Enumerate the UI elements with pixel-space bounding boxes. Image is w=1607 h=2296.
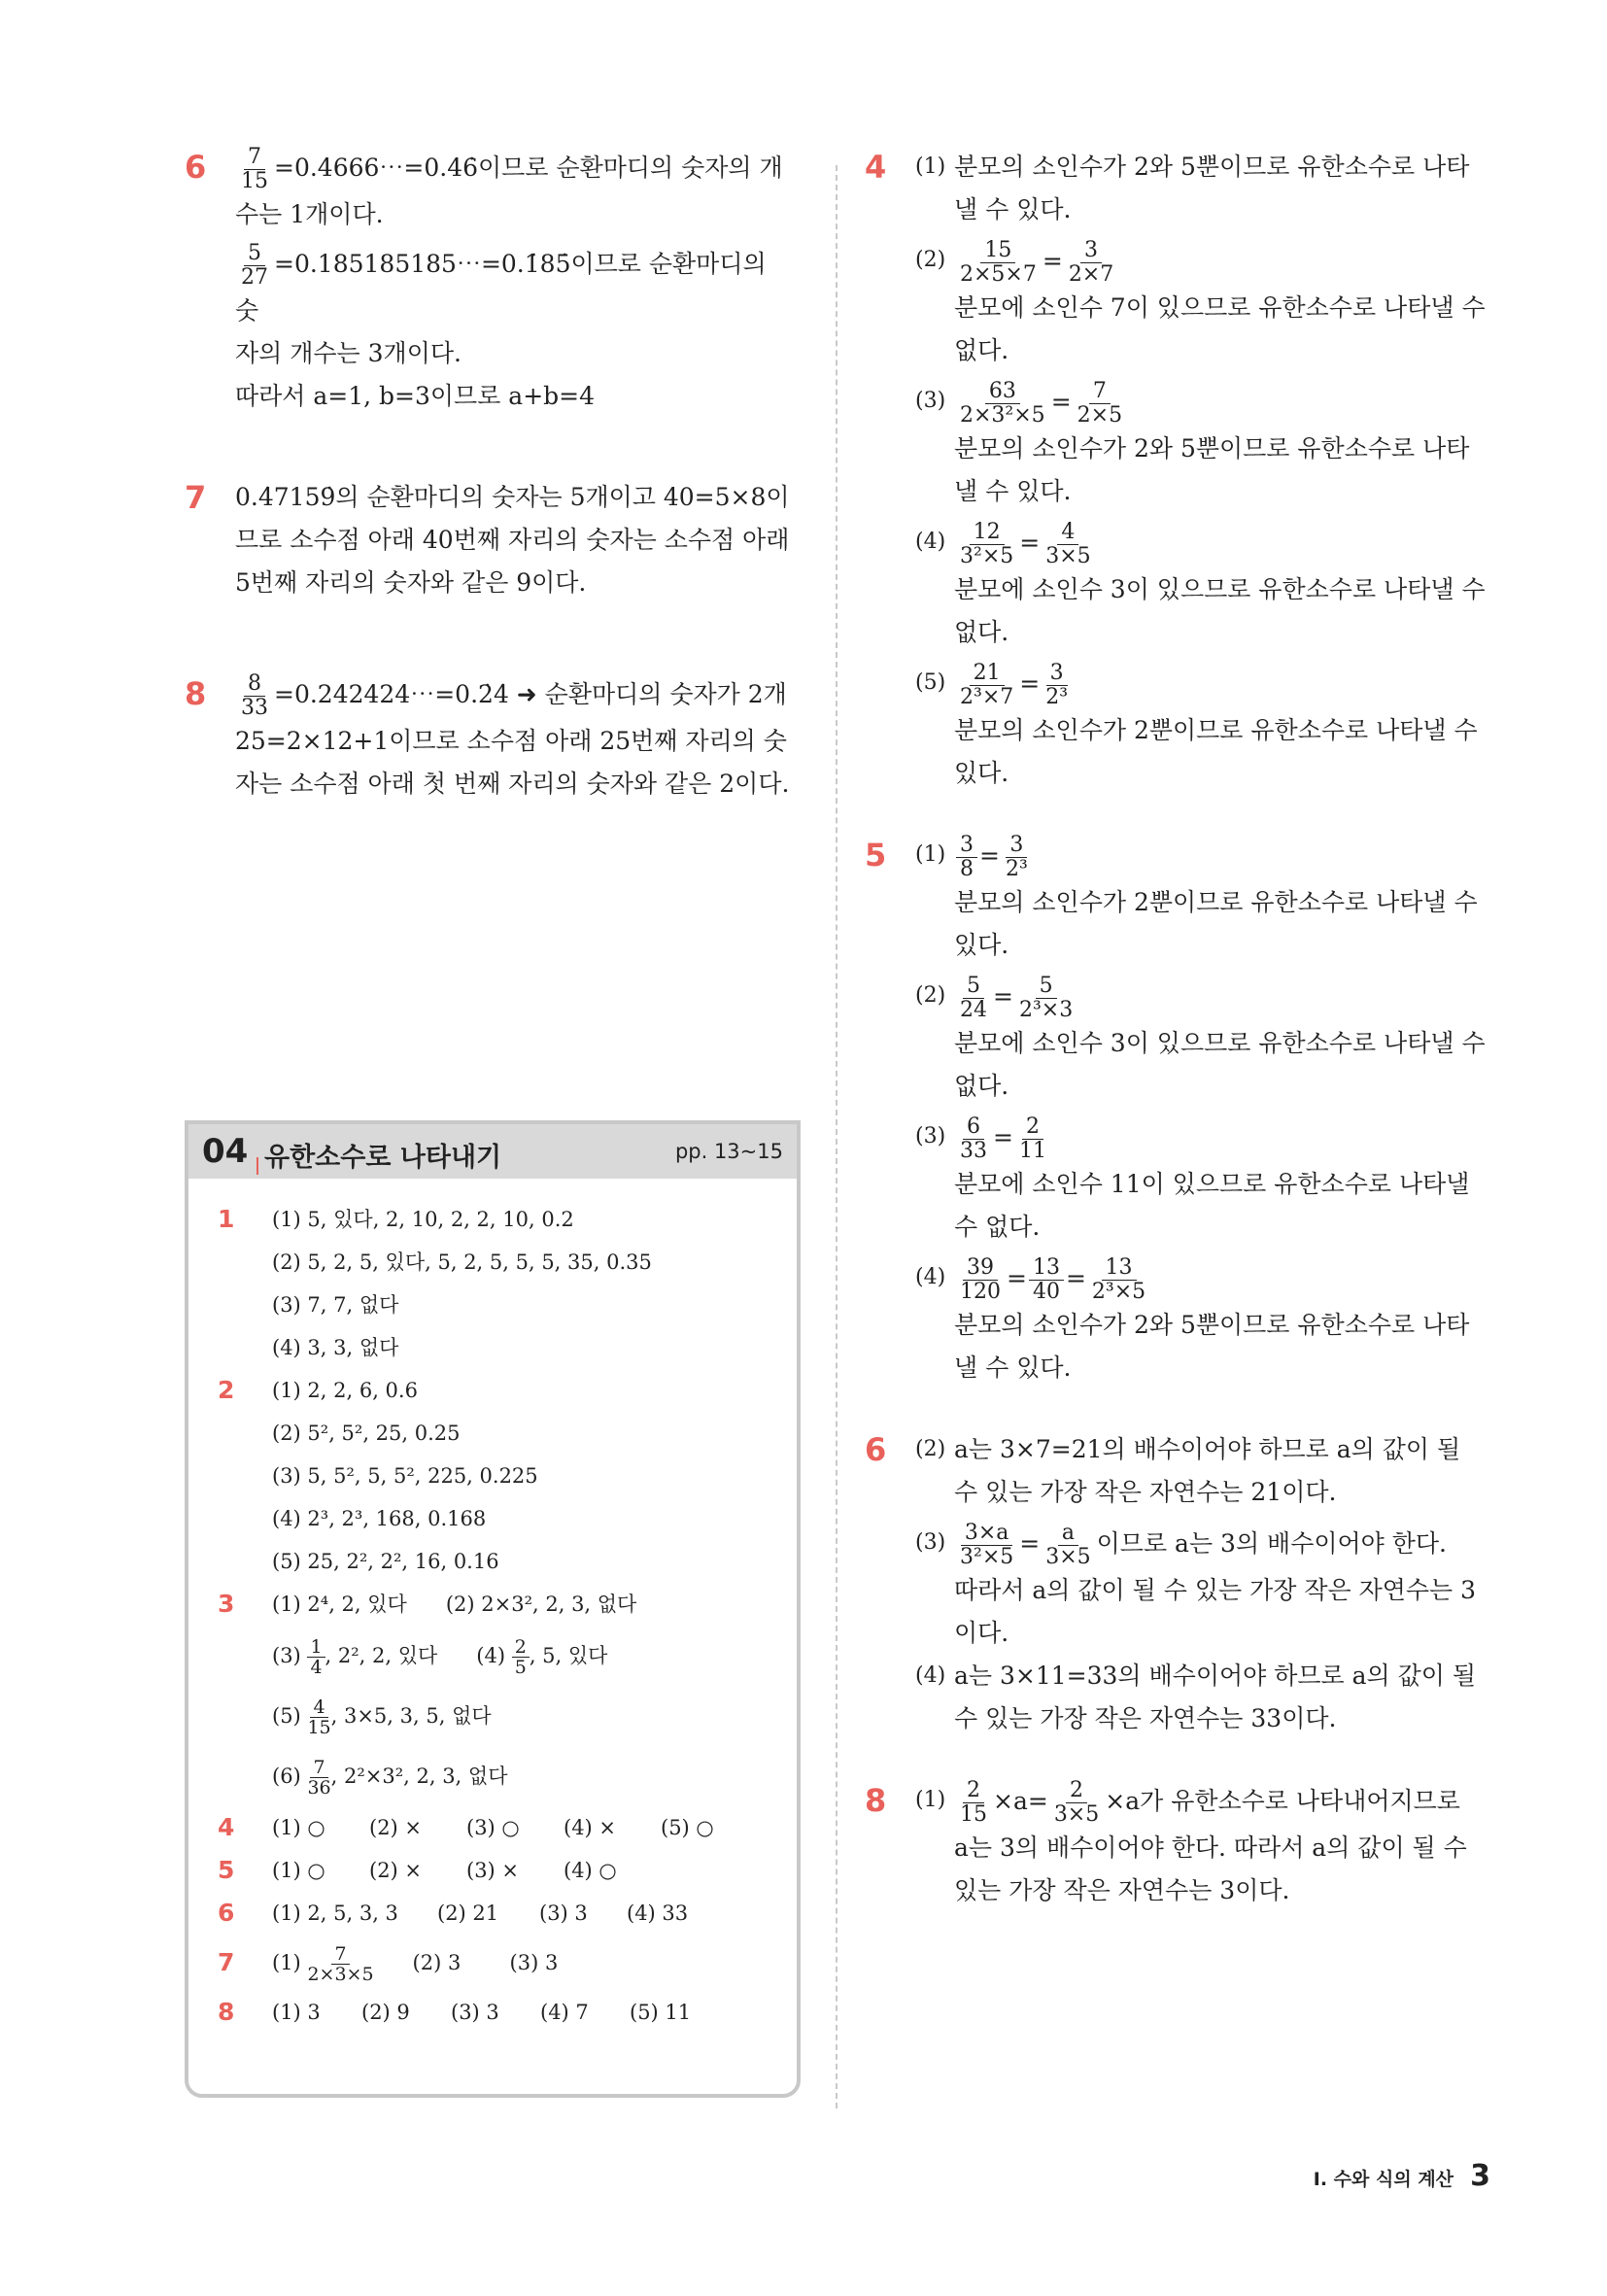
answer-row: (5) 25, 2², 2², 16, 0.16 [272, 1550, 499, 1573]
left-column [185, 146, 797, 805]
fraction: $\frac{2}{15}$ [960, 1778, 987, 1827]
answer-box-header [188, 1124, 797, 1179]
answer-row: (4) 3, 3, 없다 [272, 1336, 399, 1359]
fraction: $\frac{4}{15}$ [307, 1696, 331, 1738]
answer-box [185, 1120, 801, 2098]
answer-row: 4 (1) ○ (2) × (3) ○ (4) × (5) ○ [218, 1806, 771, 1849]
fraction: $\frac{63}{\text{2×3²×5}}$ [960, 379, 1045, 428]
answer-number: 1 [218, 1205, 235, 1233]
solution-text: 수는 1개이다. [235, 200, 384, 228]
fraction: $\frac{5}{24}$ [960, 974, 987, 1022]
fraction: $\frac{12}{\text{3²×5}}$ [960, 520, 1014, 568]
fraction: $\frac{13}{40}$ [1029, 1256, 1064, 1304]
solution-text: =0.242424⋯=0.2̇4̇ ➜ 순환마디의 숫자가 2개 [274, 680, 787, 708]
fraction: $\frac{3}{\text{2³}}$ [1005, 833, 1028, 881]
fraction: $\frac{2}{11}$ [1018, 1114, 1046, 1163]
answer-number: 2 [218, 1376, 235, 1404]
fraction: $\frac{15}{2\times 5\times 7}$ [960, 238, 1037, 287]
answer-row: (5) $\frac{4}{15}$ , 3×5, 3, 5, 없다 [272, 1696, 492, 1738]
problem-number: 8 [185, 675, 207, 712]
solution-text: =0.185185185⋯=0.1̇85̇이므로 순환마디의 숫 [235, 250, 767, 325]
fraction: $\frac{2}{5}$ [512, 1637, 530, 1677]
fraction: $\frac{3}{2\times 7}$ [1068, 238, 1114, 287]
fraction: $\frac{3}{8}$ [956, 834, 977, 881]
fraction: $\frac{7}{15}$ [241, 145, 268, 193]
solution-4: 4 (1) 분모의 소인수가 2와 5뿐이므로 유한소수로 나타 낼 수 있다. (2) $\frac{15}{2\times 5\times 7}$ = $\frac{3}{2\times 7}$ 분모에 소인수 7이 있으므로 유한소수로 나타낼 수 없다. (3) $\frac{63}{\text{2×3²×5}}$ = $\frac{7}{2\times 5}$ 분모의 소인수가 2와 5뿐이므로 유한소수로 나타 낼 수 있다. (4) $\frac{12}{\text{3²×5}}$ = $\frac{4}{3\times 5}$ 분모에 소인수 3이 있으므로 유한소수로 나타낼 수 없다. (5) $\frac{21}{\text{2³×7}}$ = $\frac{3}{\text{2³}}$ 분모의 소인수가 2뿐이므로 유한소수로 나타낼 수 있다. [865, 146, 1487, 795]
solution-text: 따라서 a=1, b=3이므로 a+b=4 [235, 382, 596, 410]
fraction: $\frac{a}{3\times 5}$ [1045, 1521, 1091, 1569]
fraction: $\frac{7}{2\times 3\times 5}$ [307, 1943, 374, 1985]
fraction: $\frac{39}{120}$ [960, 1255, 1001, 1304]
answer-row: 1 (1) 5, 있다, 2, 10, 2, 2, 10, 0.2 [218, 1198, 771, 1241]
solution-7 [185, 476, 797, 604]
column-divider [836, 165, 838, 2108]
solution-8 [185, 672, 797, 805]
solution-8-right: 8 (1) $\frac{2}{15}$ ×a= $\frac{2}{3\times 5}$ ×a가 유한소수로 나타내어지므로 a는 3의 배수이어야 한다. 따라서 a의 값이 될 수 있는 가장 작은 자연수는 3이다. [865, 1778, 1467, 1904]
problem-number: 7 [185, 479, 207, 516]
answer-number: 3 [218, 1590, 235, 1618]
fraction: $\frac{13}{\text{2³×5}}$ [1091, 1255, 1146, 1304]
answer-list [218, 1198, 771, 2034]
answer-row: (3) 5, 5², 5, 5², 225, 0.225 [272, 1464, 538, 1488]
answer-row: 2 (1) 2, 2, 6, 0.6 [218, 1369, 771, 1412]
fraction: $\frac{7}{36}$ [307, 1757, 331, 1799]
problem-number: 4 [865, 149, 887, 186]
page-range: pp. 13~15 [674, 1140, 783, 1163]
solution-text: 25=2×12+1이므로 소수점 아래 25번째 자리의 숫 [235, 727, 787, 755]
solution-text: 자의 개수는 3개이다. [235, 339, 462, 367]
fraction: $\frac{6}{33}$ [960, 1114, 987, 1163]
answer-row: 8 (1) 3 (2) 9 (3) 3 (4) 7 (5) 11 [218, 1991, 771, 2034]
fraction: $\frac{5}{\text{2³×3}}$ [1018, 974, 1074, 1022]
solution-text: 므로 소수점 아래 40번째 자리의 숫자는 소수점 아래 [235, 526, 790, 554]
fraction: $\frac{3\times a}{\text{3²×5}}$ [960, 1521, 1014, 1569]
solution-text: 0.4̇7159̇의 순환마디의 숫자는 5개이고 40=5×8이 [235, 483, 790, 511]
problem-number: 8 [865, 1782, 887, 1819]
answer-row: (2) 5, 2, 5, 있다, 5, 2, 5, 5, 5, 35, 0.35 [272, 1251, 652, 1274]
problem-number: 5 [865, 837, 887, 874]
answer-row: (6) $\frac{7}{36}$ , 2²×3², 2, 3, 없다 [272, 1757, 508, 1799]
solution-6 [185, 146, 797, 418]
answer-row: 3 (1) 2⁴, 2, 있다 (2) 2×3², 2, 3, 없다 [218, 1583, 771, 1626]
fraction: $\frac{7}{2\times 5}$ [1077, 379, 1123, 428]
fraction: $\frac{3}{\text{2³}}$ [1045, 661, 1069, 709]
answer-row: 5 (1) ○ (2) × (3) × (4) ○ [218, 1849, 771, 1892]
answer-number: 8 [218, 1998, 235, 2026]
answer-row: (3) $\frac{1}{4}$ , 2², 2, 있다 (4) $\frac{2}{5}$ , 5, 있다 [272, 1636, 608, 1678]
answer-number: 7 [218, 1948, 235, 1976]
answer-row: (3) 7, 7, 없다 [272, 1293, 399, 1317]
page-number: 3 [1470, 2159, 1490, 2193]
fraction: $\frac{8}{33}$ [241, 671, 268, 720]
solution-text: 자는 소수점 아래 첫 번째 자리의 숫자와 같은 2이다. [235, 770, 790, 798]
right-column [865, 146, 1487, 1912]
fraction: $\frac{21}{\text{2³×7}}$ [960, 661, 1014, 709]
answer-row: (2) 5², 5², 25, 0.25 [272, 1422, 461, 1445]
problem-number: 6 [865, 1431, 887, 1468]
solution-5: 5 (1) $\frac{3}{8}$ = $\frac{3}{\text{2³}}$ 분모의 소인수가 2뿐이므로 유한소수로 나타낼 수 있다. (2) $\frac{5}{24}$ = $\frac{5}{\text{2³×3}}$ 분모에 소인수 3이 있으므로 유한소수로 나타낼 수 없다. (3) $\frac{6}{33}$ = $\frac{2}{11}$ 분모에 소인수 11이 있으므로 유한소수로 나타낼 수 없다. (4) $\frac{39}{120}$ = $\frac{13}{40}$ = $\frac{13}{\text{2³×5}}$ 분모의 소인수가 2와 5뿐이므로 유한소수로 나타 낼 수 있다. [865, 833, 1486, 1382]
fraction: $\frac{2}{3\times 5}$ [1053, 1778, 1100, 1827]
answer-row: 7 (1) $\frac{7}{2\times 3\times 5}$ (2) 3 (3) 3 [218, 1935, 771, 1991]
answer-row: (4) 2³, 2³, 168, 0.168 [272, 1507, 487, 1530]
answer-number: 6 [218, 1899, 235, 1927]
section-title: 유한소수로 나타내기 [264, 1143, 502, 1173]
fraction: $\frac{1}{4}$ [307, 1637, 325, 1677]
solution-text: =0.4666⋯=0.46̇이므로 순환마디의 숫자의 개 [274, 154, 783, 182]
section-number: 04 [202, 1132, 249, 1171]
solution-6-right: 6 (2) a는 3×7=21의 배수이어야 하므로 a의 값이 될 수 있는 가장 작은 자연수는 21이다. (3) $\frac{3\times a}{\text{3²×5}}$ = $\frac{a}{3\times 5}$ 이므로 a는 3의 배수이어야 한다. 따라서 a의 값이 될 수 있는 가장 작은 자연수는 3 이다. (4) a는 3×11=33의 배수이어야 하므로 a의 값이 될 수 있는 가장 작은 자연수는 33이다. [865, 1428, 1487, 1740]
solution-text: 5번째 자리의 숫자와 같은 9이다. [235, 568, 587, 597]
page-footer [1314, 2159, 1490, 2193]
fraction: $\frac{5}{27}$ [241, 241, 268, 290]
problem-number: 6 [185, 149, 207, 186]
fraction: $\frac{4}{3\times 5}$ [1045, 520, 1091, 568]
chapter-label: I. 수와 식의 계산 [1313, 2169, 1454, 2190]
answer-number: 5 [218, 1856, 235, 1884]
answer-number: 4 [218, 1813, 235, 1841]
answer-row: 6 (1) 2, 5, 3, 3 (2) 21 (3) 3 (4) 33 [218, 1892, 771, 1935]
accent-bar [256, 1157, 258, 1175]
